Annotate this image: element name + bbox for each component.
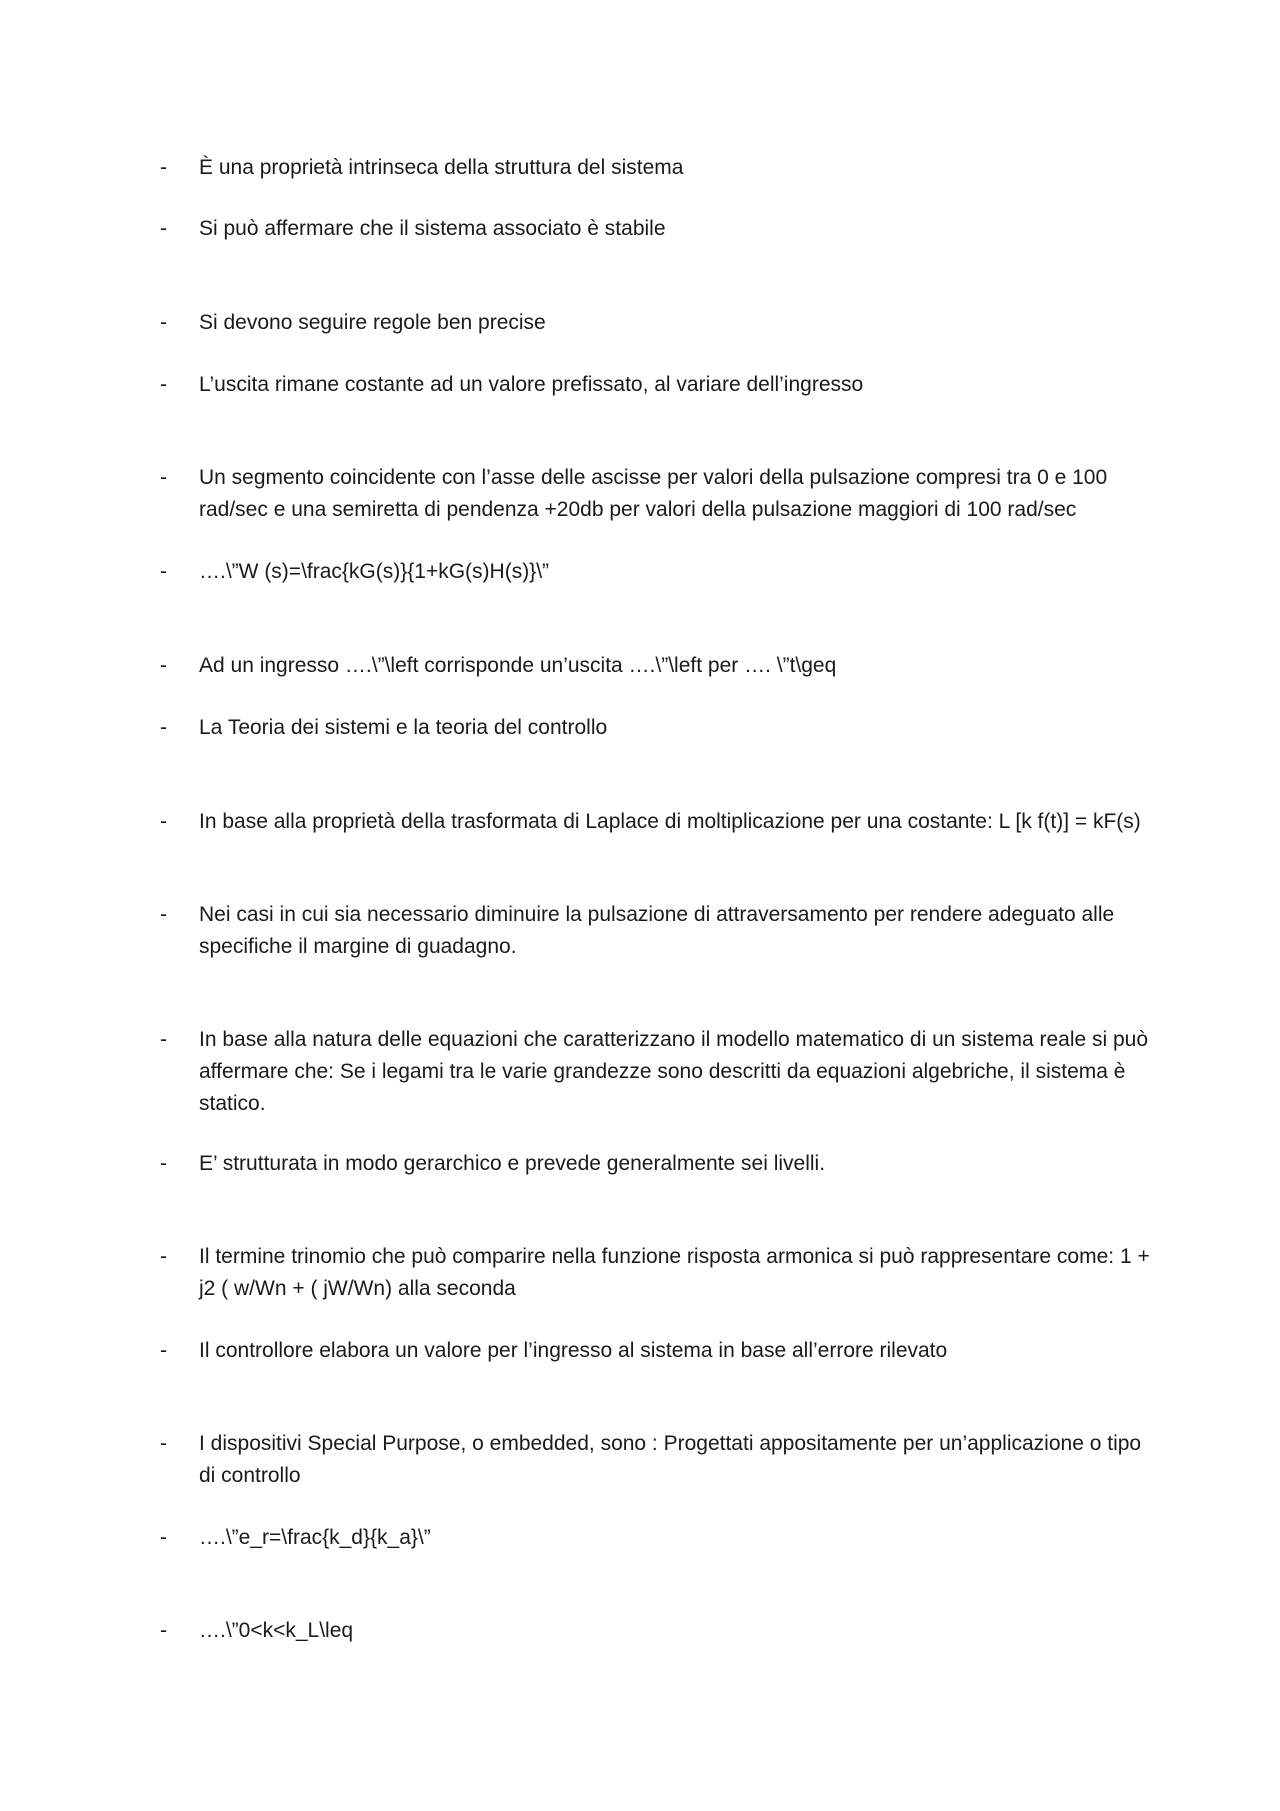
list-item-text: In base alla proprietà della trasformata di Laplace di moltiplicazione per una costante: L [k f(t)] = kF(s) (199, 810, 1141, 833)
list-item (160, 899, 1160, 963)
list-item-text: E’ strutturata in modo gerarchico e prevede generalmente sei livelli. (199, 1152, 826, 1175)
list-item-text: I dispositivi Special Purpose, o embedded, sono : Progettati appositamente per un’applicazione o tipo di controllo (199, 1432, 1142, 1487)
list-item-text: Nei casi in cui sia necessario diminuire la pulsazione di attraversamento per rendere adeguato alle specifiche il margine di guadagno. (199, 903, 1115, 958)
list-item (160, 1522, 1160, 1554)
bullet-dash: - (160, 1432, 167, 1455)
bullet-dash: - (160, 156, 167, 179)
list-item (160, 806, 1160, 838)
list-item (160, 556, 1160, 588)
bullet-dash: - (160, 716, 167, 739)
bullet-dash: - (160, 217, 167, 240)
list-item-text: È una proprietà intrinseca della struttura del sistema (199, 156, 684, 179)
list-item (160, 1335, 1160, 1367)
list-item (160, 1615, 1160, 1647)
list-item (160, 369, 1160, 401)
list-item-text: Il controllore elabora un valore per l’ingresso al sistema in base all’errore rilevato (199, 1339, 948, 1362)
list-item-text: ….\”W (s)=\frac{kG(s)}{1+kG(s)H(s)}\” (199, 560, 550, 583)
bullet-dash: - (160, 466, 167, 489)
list-item (160, 307, 1160, 339)
list-item-text: Ad un ingresso ….\”\left corrisponde un’uscita ….\”\left per …. \”t\geq (199, 654, 837, 677)
bullet-dash: - (160, 1619, 167, 1642)
list-item-text: Si devono seguire regole ben precise (199, 311, 546, 334)
list-item (160, 1241, 1160, 1305)
list-item-text: ….\”0<k<k_L\leq (199, 1619, 354, 1642)
bullet-dash: - (160, 311, 167, 334)
bullet-dash: - (160, 1526, 167, 1549)
bullet-dash: - (160, 560, 167, 583)
bullet-dash: - (160, 1028, 167, 1051)
bullet-dash: - (160, 654, 167, 677)
list-item (160, 1148, 1160, 1180)
list-item (160, 462, 1160, 526)
bullet-dash: - (160, 1339, 167, 1362)
list-item-text: Un segmento coincidente con l’asse delle ascisse per valori della pulsazione compresi tra 0 e 100 rad/sec e una semiretta di pendenza +20db per valori della pulsazione maggiori di 100 rad/sec (199, 466, 1108, 521)
bullet-dash: - (160, 903, 167, 926)
list-item (160, 712, 1160, 744)
list-item (160, 213, 1160, 245)
list-item-text: Si può affermare che il sistema associato è stabile (199, 217, 666, 240)
bullet-dash: - (160, 810, 167, 833)
list-item (160, 1024, 1160, 1120)
list-item-text: L’uscita rimane costante ad un valore prefissato, al variare dell’ingresso (199, 373, 864, 396)
list-item-text: Il termine trinomio che può comparire nella funzione risposta armonica si può rappresentare come: 1 + j2 ( w/Wn + ( jW/Wn) alla seconda (199, 1245, 1150, 1300)
list-item-text: La Teoria dei sistemi e la teoria del controllo (199, 716, 608, 739)
list-item (160, 1428, 1160, 1492)
bullet-dash: - (160, 1245, 167, 1268)
list-item (160, 152, 1160, 184)
list-item-text: In base alla natura delle equazioni che caratterizzano il modello matematico di un sistema reale si può affermare che: Se i legami tra le varie grandezze sono descritti da equazioni algebriche, il sistema è statico. (199, 1028, 1149, 1115)
bullet-dash: - (160, 1152, 167, 1175)
bullet-dash: - (160, 373, 167, 396)
list-item-text: ….\”e_r=\frac{k_d}{k_a}\” (199, 1526, 431, 1549)
list-item (160, 650, 1160, 682)
